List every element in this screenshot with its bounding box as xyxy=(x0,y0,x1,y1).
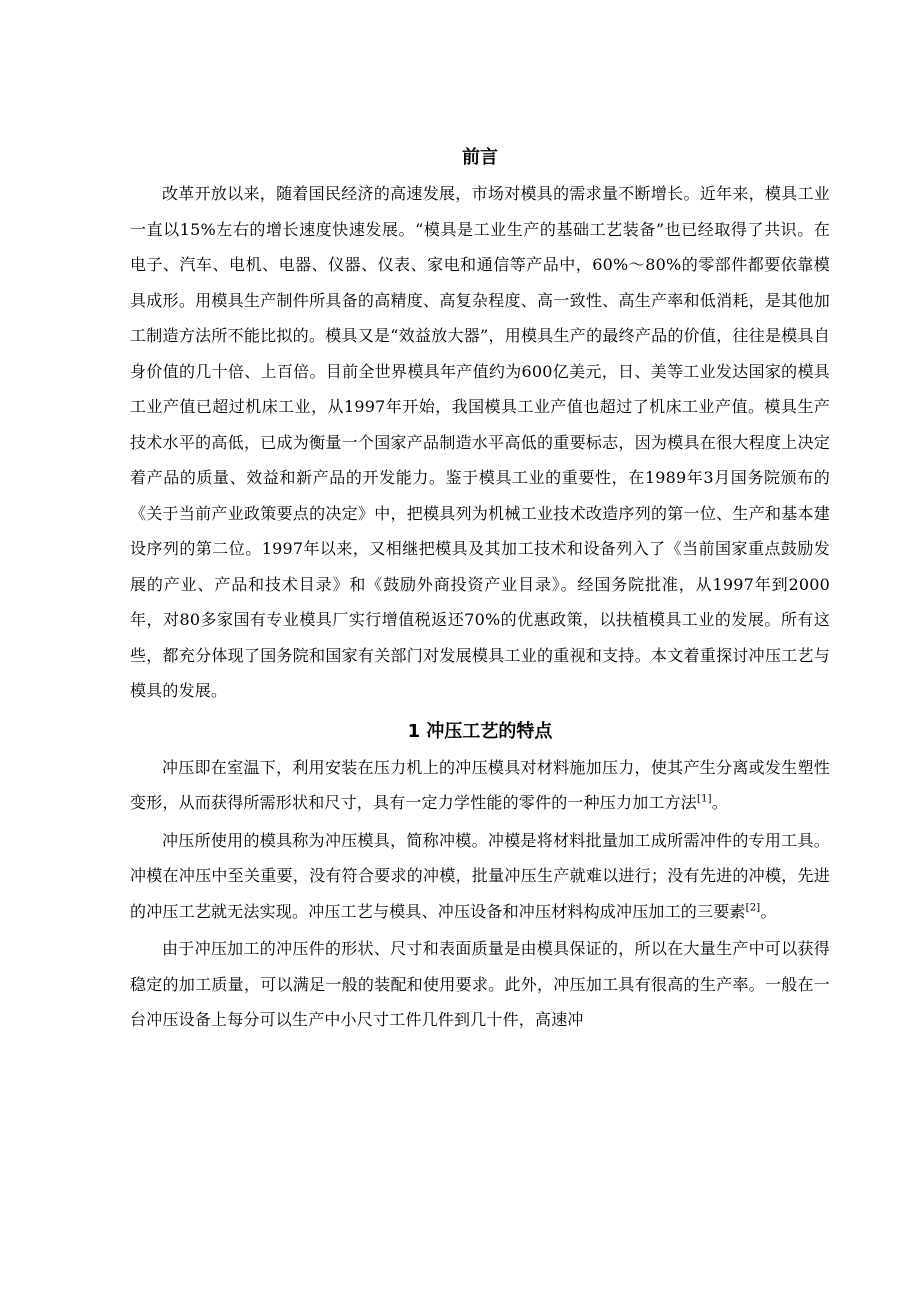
section-1-title: 1 冲压工艺的特点 xyxy=(407,720,553,742)
section-1-paragraph-2 xyxy=(130,823,830,930)
preface-title: 前言 xyxy=(462,147,498,168)
paragraph-end: 。 xyxy=(711,793,728,812)
citation-1[interactable]: [1] xyxy=(697,793,712,805)
paragraph-text: 冲压即在室温下，利用安装在压力机上的冲压模具对材料施加压力，使其产生分离或发生塑性变形，从而获得所需形状和尺寸，具有一定力学性能的零件的一种压力加工方法 xyxy=(130,757,830,812)
section-1-paragraph-3: 由于冲压加工的冲压件的形状、尺寸和表面质量是由模具保证的，所以在大量生产中可以获得稳定的加工质量，可以满足一般的装配和使用要求。此外，冲压加工具有很高的生产率。一般在一台冲压设备上每分可以生产中小尺寸工件几件到几十件，高速冲 xyxy=(130,939,830,1029)
section-1-paragraph-1 xyxy=(130,750,830,821)
document-page xyxy=(130,140,830,1038)
citation-2[interactable]: [2] xyxy=(745,902,761,914)
paragraph-text: 冲压所使用的模具称为冲压模具，简称冲模。冲模是将材料批量加工成所需冲件的专用工具。冲模在冲压中至关重要，没有符合要求的冲模，批量冲压生产就难以进行；没有先进的冲模，先进的冲压工艺就无法实现。冲压工艺与模具、冲压设备和冲压材料构成冲压加工的三要素 xyxy=(130,830,830,921)
paragraph-end: 。 xyxy=(760,901,777,921)
preface-paragraph: 改革开放以来，随着国民经济的高速发展，市场对模具的需求量不断增长。近年来，模具工业一直以15%左右的增长速度快速发展。“模具是工业生产的基础工艺装备”也已经取得了共识。在电子、汽车、电机、电器、仪器、仪表、家电和通信等产品中，60%～80%的零部件都要依靠模具成形。用模具生产制件所具备的高精度、高复杂程度、高一致性、高生产率和低消耗，是其他加工制造方法所不能比拟的。模具又是“效益放大器”，用模具生产的最终产品的价值，往往是模具自身价值的几十倍、上百倍。目前全世界模具年产值约为600亿美元，日、美等工业发达国家的模具工业产值已超过机床工业，从1997年开始，我国模具工业产值也超过了机床工业产值。模具生产技术水平的高低，已成为衡量一个国家产品制造水平高低的重要标志，因为模具在很大程度上决定着产品的质量、效益和新产品的开发能力。鉴于模具工业的重要性，在1989年3月国务院颁布的《关于当前产业政策要点的决定》中，把模具列为机械工业技术改造序列的第一位、生产和基本建设序列的第二位。1997年以来，又相继把模具及其加工技术和设备列入了《当前国家重点鼓励发展的产业、产品和技术目录》和《鼓励外商投资产业目录》。经国务院批准，从1997年到2000年，对80多家国有专业模具厂实行增值税返还70%的优惠政策，以扶植模具工业的发展。所有这些，都充分体现了国务院和国家有关部门对发展模具工业的重视和支持。本文着重探讨冲压工艺与模具的发展。 xyxy=(130,184,830,700)
